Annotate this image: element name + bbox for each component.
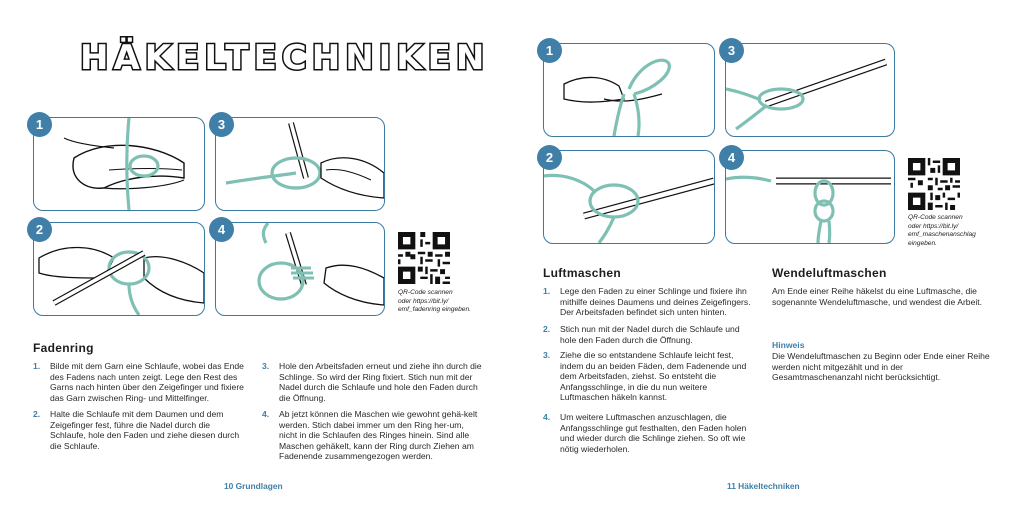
hint-text: Die Wendeluftmaschen zu Beginn oder Ende einer Reihe werden nicht mitgezählt und in der Gesamtmaschenanzahl nicht berücksichtigt. (772, 351, 990, 383)
page-title: HÄKELTECHNIKEN (80, 38, 490, 78)
hand-loop-illustration (34, 118, 204, 210)
slip-loop-hand-illustration (544, 44, 714, 136)
qr-code-fadenring[interactable] (398, 232, 450, 284)
qr-caption-left: QR-Code scannen oder https://bit.ly/ emf_fadenring eingeben. (398, 289, 471, 314)
page-footer-left: 10 Grundlagen (224, 481, 283, 491)
page-footer-right: 11 Häkeltechniken (727, 481, 800, 491)
step-item: 1. Bilde mit dem Garn eine Schlaufe, wobei das Ende des Fadens nach unten zeigt. Lege den Rest des Garns nach hinten über den Zeigefinger und fixiere das Garn zwischen Ring- und Mittelfinger. (33, 361, 244, 403)
step-badge-1: 1 (537, 38, 562, 63)
step-item: 1. Lege den Faden zu einer Schlinge und fixiere ihn mithilfe deines Daumens und deines Zeigefingers. Der Arbeitsfaden befindet sich unten hinten. (543, 286, 751, 318)
wende-text: Am Ende einer Reihe häkelst du eine Luftmasche, die sogenannte Wendeluftmasche, und wendest die Arbeit. (772, 286, 983, 307)
chain-stitches-illustration (726, 151, 894, 243)
qr-code-maschenanschlag[interactable] (908, 158, 960, 210)
illustration-panel-1 (543, 43, 715, 137)
illustration-panel-4 (725, 150, 895, 244)
step-badge-4: 4 (209, 217, 234, 242)
illustration-panel-4 (215, 222, 385, 316)
hook-through-loop-illustration (34, 223, 204, 315)
illustration-panel-2 (33, 222, 205, 316)
hint-heading: Hinweis (772, 340, 805, 350)
step-badge-2: 2 (27, 217, 52, 242)
hook-ring-fixing-illustration (216, 118, 384, 210)
step-badge-3: 3 (209, 112, 234, 137)
right-page (510, 0, 1020, 510)
step-item: 3. Ziehe die so entstandene Schlaufe leicht fest, indem du an beiden Fäden, dem Fadenende und dem Arbeitsfaden, ziehst. So entsteht die Anfangsschlinge, in die du nun weitere Luftmaschen häkeln kannst. (543, 350, 747, 403)
section-heading-fadenring: Fadenring (33, 341, 94, 355)
step-item: 4. Um weitere Luftmaschen anzuschlagen, die Anfangsschlinge gut festhalten, den Faden holen und wieder durch die Schlinge ziehen. So oft wie nötig wiederholen. (543, 412, 747, 454)
step-badge-2: 2 (537, 145, 562, 170)
illustration-panel-2 (543, 150, 715, 244)
step-item: 2. Stich nun mit der Nadel durch die Schlaufe und hole den Faden durch die Öffnung. (543, 324, 740, 345)
tighten-loop-illustration (726, 44, 894, 136)
stitches-around-ring-illustration (216, 223, 384, 315)
step-item: 2. Halte die Schlaufe mit dem Daumen und dem Zeigefinger fest, führe die Nadel durch die Schlaufe, hole den Faden und ziehe diesen durch die Schlaufe. (33, 409, 240, 451)
step-item: 3. Hole den Arbeitsfaden erneut und ziehe ihn durch die Schlinge. So wird der Ring fixiert. Stich nun mit der Nadel durch die Schlaufe und hole den Faden durch die Öffnung. (262, 361, 482, 403)
illustration-panel-3 (215, 117, 385, 211)
step-badge-1: 1 (27, 112, 52, 137)
section-heading-wendeluftmaschen: Wendeluftmaschen (772, 266, 887, 280)
section-heading-luftmaschen: Luftmaschen (543, 266, 621, 280)
illustration-panel-3 (725, 43, 895, 137)
qr-caption-right: QR-Code scannen oder https://bit.ly/ emf_maschenanschlag eingeben. (908, 214, 976, 247)
hook-through-loop-illustration (544, 151, 714, 243)
step-badge-4: 4 (719, 145, 744, 170)
illustration-panel-1 (33, 117, 205, 211)
step-item: 4. Ab jetzt können die Maschen wie gewohnt gehä-kelt werden. Stich dabei immer um den Ring her-um, nicht in die Schlaufen des Ringes hinein. Sind alle Maschen gehäkelt, kann der Ring durch Ziehen am Fadenende zusammengezogen werden. (262, 409, 478, 462)
step-badge-3: 3 (719, 38, 744, 63)
